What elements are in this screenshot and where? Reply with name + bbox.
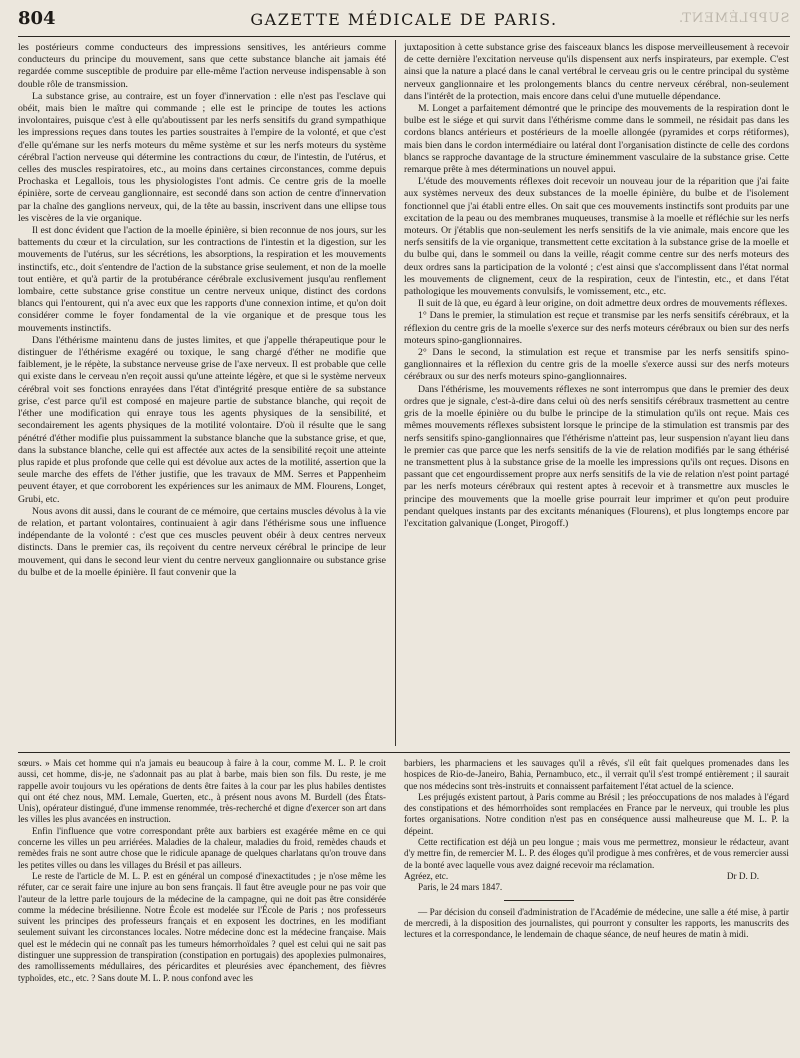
signature: Dr D. D.: [726, 870, 759, 881]
paragraph: Cette rectification est déjà un peu longue ; mais vous me permettrez, monsieur le rédacteur, avant d'y mettre fin, de remercier M. L. P. des éloges qu'il prodigue à mes confrères, et de vous remercier aussi de la bonté avec laquelle vous avez daigné recevoir ma réclamation.: [404, 837, 789, 870]
paragraph: Dans l'éthérisme, les mouvements réflexes ne sont interrompus que dans le premier des deux ordres que je signale, c'est-à-dire dans celui où des nerfs sensitifs cérébraux trasmettent au centre gris de la moelle épinière ou du bulbe le principe de la stimulation qu'ils ont reçue. Mais ces mêmes mouvements réflexes subsistent lorsque le principe de la stimulation est transmis par des nerfs sensitifs spino-ganglionnaires que l'éthérisme n'atteint pas, leur suspension n'ayant lieu dans le premier cas que parce que les nerfs sensitifs de la vie de relation modifiés par le sang éthérisé ne transmettent plus à la substance grise de la moelle les impressions qu'ils ont reçues. Disons en passant que cet engourdissement propre aux nerfs sensitifs de la vie de relation n'est point partagé par les nerfs moteurs cérébraux qui restent aptes à recevoir et à transmettre aux muscles le principe des mouvements que la moelle grise pourrait leur imprimer et qu'on peut produire pendant quelques instants par des excitants ménaniques (Flourens), et plus longtemps encore par l'excitation galvanique (Longet, Pirogoff.): [404, 383, 789, 529]
paragraph: juxtaposition à cette substance grise des faisceaux blancs les dispose merveilleusement à recevoir de cette dernière l'excitation nerveuse qu'ils dispensent aux nerfs inspirateurs, par exemple. C'est ainsi que la nature a placé dans le canal vertébral le cerveau gris ou le centre principal du système nerveux ganglionnaire et les prolongements blancs du centre nerveux cérébral, non-seulement dans l'intérêt de la protection, mais encore dans celui d'une mutuelle dépendance.: [404, 42, 789, 102]
paragraph: barbiers, les pharmaciens et les sauvages qu'il a rêvés, s'il eût fait quelques promenades dans les hospices de Rio-de-Janeiro, Bahia, Pernambuco, etc., il verrait qu'il s'est trompé entièrement ; il saurait que nos médecins sont très-instruits et connaissent parfaitement l'état actuel de la science.: [404, 758, 789, 791]
paragraph: les postérieurs comme conducteurs des impressions sensitives, les antérieurs comme conducteurs du principe du mouvement, sans que cette substance blanche ait jamais été regardée comme susceptible de produire par elle-même l'action nerveuse indispensable à son double rôle de transmission.: [18, 42, 386, 90]
bleed-through-text: SUPPLÉMENT.: [678, 11, 790, 26]
journal-title: GAZETTE MÉDICALE DE PARIS.: [250, 10, 558, 29]
paragraph: L'étude des mouvements réflexes doit recevoir un nouveau jour de la réparition que j'ai faite aux systèmes nerveux des deux substances de la moelle épinière, du bulbe et de l'isolement fonctionnel que j'ai établi entre elles. On sait que ces mouvements instinctifs sont produits par une excitation de la peau ou des membranes muqueuses, transmise à la moelle et réfléchie sur les nerfs moteurs. Or j'établis que non-seulement les nerfs sensitifs de la vie animale, mais encore que les nerfs sensitifs de la vie organique, transmettent cette excitation à la substance grise de la moelle et du bulbe qui, dans le sommeil ou dans la veille, réagit comme centre sur des nerfs moteurs des deux ordres sans la participation de la volonté ; c'est ainsi que s'accomplissent dans l'état normal les mouvements de clignement, ceux de la respiration, ceux de l'intestin, etc., et dans l'état pathologique les mouvements convulsifs, le vomissement, etc., etc.: [404, 176, 789, 298]
closing-text: Agréez, etc.: [404, 870, 449, 881]
footnote-divider: [18, 752, 790, 753]
footnote-right-paragraphs: [404, 758, 789, 871]
paragraph: 1° Dans le premier, la stimulation est reçue et transmise par les nerfs sensitifs cérébraux, et la réflexion du centre gris de la moelle s'exerce sur des nerfs moteurs cérébraux ou bien sur des nerfs moteurs spino-ganglionnaires.: [404, 310, 789, 346]
page-number: 804: [18, 8, 56, 29]
paragraph: Nous avons dit aussi, dans le courant de ce mémoire, que certains muscles dévolus à la vie de relation, et partant volontaires, continuaient à agir dans l'éthérisme sous une influence indépendante de la volonté : c'est que ces muscles peuvent obéir à deux centres nerveux distincts. Dans le premier cas, ils reçoivent du centre nerveux cérébral le principe de leur mouvement, qui dans le second leur vient du centre nerveux ganglionnaire ou substance grise du bulbe et de la moelle épinière. Il faut convenir que la: [18, 505, 386, 578]
paragraph: Le reste de l'article de M. L. P. est en général un composé d'inexactitudes ; je n'ose même les réfuter, car ce serait faire une injure au bon sens français. Il faut être aveugle pour ne pas voir que l'auteur de la lettre parle toujours de la médecine de la campagne, qui ne doit pas être considérée comme la médecine brésilienne. Notre École est modelée sur l'École de Paris ; nos professeurs suivent les principes des professeurs français et en exposent les doctrines, en les modifiant seulement suivant les circonstances locales. Notre médecine donc est la médecine française. Mais quel est le médecin qui ne connaît pas les tumeurs hémorrhoïdales ? quel est celui qui ne sait pas distinguer une suppression de transpiration (constipation en portugais) des apoplexies pulmonaires, des ramollissements médullaires, des péricardites et pleurésies avec épanchement, des fièvres typhoïdes, etc., etc. ? Sans doute M. L. P. nous confond avec les: [18, 870, 386, 983]
paragraph: La substance grise, au contraire, est un foyer d'innervation : elle n'est pas l'esclave qui obéit, mais bien le maître qui commande ; elle est le principe de toutes les actions involontaires, puisque c'est à elle qu'aboutissent par les nerfs sensitifs du grand sympathique les impressions reçues dans toutes les parties soustraites à l'empire de la volonté, et que c'est d'elle qu'émane sur les nerfs moteurs du même système et sur les nerfs moteurs du système cérébral l'action nerveuse qui détermine les contractions du cœur, de l'intestin, de l'utérus, et celles des muscles respiratoires, etc., au moins dans certaines circonstances, comme depuis Prochaska et Legallois, tous les physiologistes l'ont admis. Ce centre gris de la moelle épinière, sorte de cerveau ganglionnaire, est secondé dans son action de centre d'innervation par la chaîne des ganglions nerveux, qui, de la tête au bassin, inscrivent dans une ellipse tous les viscères de la vie organique.: [18, 90, 386, 224]
paragraph: Il est donc évident que l'action de la moelle épinière, si bien reconnue de nos jours, sur les battements du cœur et la circulation, sur les contractions de l'intestin et la digestion, sur les mouvements de l'utérus, sur les sécrétions, les absorptions, la respiration et les mouvements instinctifs, etc., doit s'entendre de l'action de la substance grise seulement, et non de la moelle tout entière, et qu'à partir de la protubérance cérébrale exclusivement jusqu'au renflement lombaire, cette substance grise constitue un centre nerveux unique, distinct des cordons blancs qui l'entourent, qui n'a avec eux que les rapports d'une connexion intime, et qu'on doit considérer comme le foyer fondamental de la vie organique et de presque tous les mouvements instinctifs.: [18, 225, 386, 334]
page-header: [18, 8, 790, 37]
paragraph: Enfin l'influence que votre correspondant prête aux barbiers est exagérée même en ce qui concerne les villes un peu arriérées. Maladies de la chaleur, maladies du froid, remèdes chauds et remèdes frais ne sont autre chose que le ridicule apanage de quelques charlatans qu'on trouve dans les petites villes ou dans les villages du Brésil et pas ailleurs.: [18, 825, 386, 870]
notice-separator: [504, 900, 574, 901]
paragraph: M. Longet a parfaitement démontré que le principe des mouvements de la respiration dont le bulbe est le siége et qui survit dans l'éthérisme comme dans le sommeil, ne résidait pas dans les cordons blancs antérieurs et postérieurs de la moelle allongée (pyramides et corps rétiformes), mais bien dans le cordon intermédiaire ou latéral dont l'organisation distincte de celle des cordons blancs se rapproche davantage de la structure éminemment vasculaire de la substance grise. Cette remarque prête à mes déterminations un nouvel appui.: [404, 103, 789, 176]
column-divider: [395, 40, 396, 746]
article-column-right: [404, 42, 789, 745]
paragraph: Il suit de là que, eu égard à leur origine, on doit admettre deux ordres de mouvements réflexes.: [418, 298, 788, 310]
dateline: Paris, le 24 mars 1847.: [418, 882, 503, 893]
footnote-column-left: [18, 758, 386, 1054]
academy-notice: — Par décision du conseil d'administration de l'Académie de médecine, une salle a été mise, à partir de mercredi, à la disposition des journalistes, qui pourront y consulter les rapports, les manuscrits des lectures et la correspondance, le lendemain de chaque séance, de neuf heures de matin à midi.: [404, 906, 789, 940]
paragraph: Dans l'éthérisme maintenu dans de justes limites, et que j'appelle thérapeutique pour le distinguer de l'éthérisme exagéré ou toxique, le sang chargé d'éther ne modifie que faiblement, je le répète, la substance nerveuse grise de l'axe nerveux. Il est probable que celle qui existe dans le cerveau n'en reçoit aussi qu'une atteinte légère, et que si le système nerveux cérébral voit ses fonctions enrayées dans l'état d'intégrité presque entière de sa substance grise, c'est parce qu'il est composé en majeure partie de substance blanche, qui reçoit de l'éther une modification qui enraye tous les agents physiques de la sensibilité, et secondairement les agents physiques de la motilité volontaire. D'où il résulte que le sang pénétré d'éther modifie plus puissamment la substance blanche que la substance grise, et que, dans la substance blanche, celle qui est affectée aux actes de la sensibilité reçoit une atteinte plus rapide et plus profonde que celle qui est dévolue aux actes de la motilité, assertion que la seule marche des effets de l'éther justifie, que les travaux de MM. Serres et Pappenheim peuvent étayer, et que corroborent les expériences sur les animaux de MM. Flourens, Longet, Grubi, etc.: [18, 334, 386, 505]
footnote-column-right: [404, 758, 789, 1054]
paragraph: sœurs. » Mais cet homme qui n'a jamais eu beaucoup à faire à la cour, comme M. L. P. le croit aussi, cet homme, dis-je, ne s'adonnait pas au plat à barbe, mais bien son fils. Du reste, je me rappelle avoir toujours vu les opérations de dents être faites à la cour par les plus habiles dentistes qui ont été chez nous, MM. Lemale, Guerten, etc., à présent nous avons M. Burdell (des États-Unis), opérateur distingué, d'une immense renommée, très-recherché et digne d'exercer son art dans les villes les plus avancées en instruction.: [18, 758, 386, 825]
paragraph: 2° Dans le second, la stimulation est reçue et transmise par les nerfs sensitifs spino-ganglionnaires et la réflexion du centre gris de la moelle s'exerce aussi sur des nerfs moteurs cérébraux ou sur des nerfs moteurs spino-ganglionnaires.: [404, 347, 789, 383]
article-column-left: [18, 42, 386, 745]
signature-line: [404, 871, 789, 882]
paragraph: Les préjugés existent partout, à Paris comme au Brésil ; les préoccupations de nos malades à l'égard des constipations et des hémorrhoïdes sont remplacées en France par le nerveux, qui trouble les plus fortes organisations. Notre condition n'est pas en conséquence aussi malheureuse que M. L. P. la dépeint.: [404, 791, 789, 836]
